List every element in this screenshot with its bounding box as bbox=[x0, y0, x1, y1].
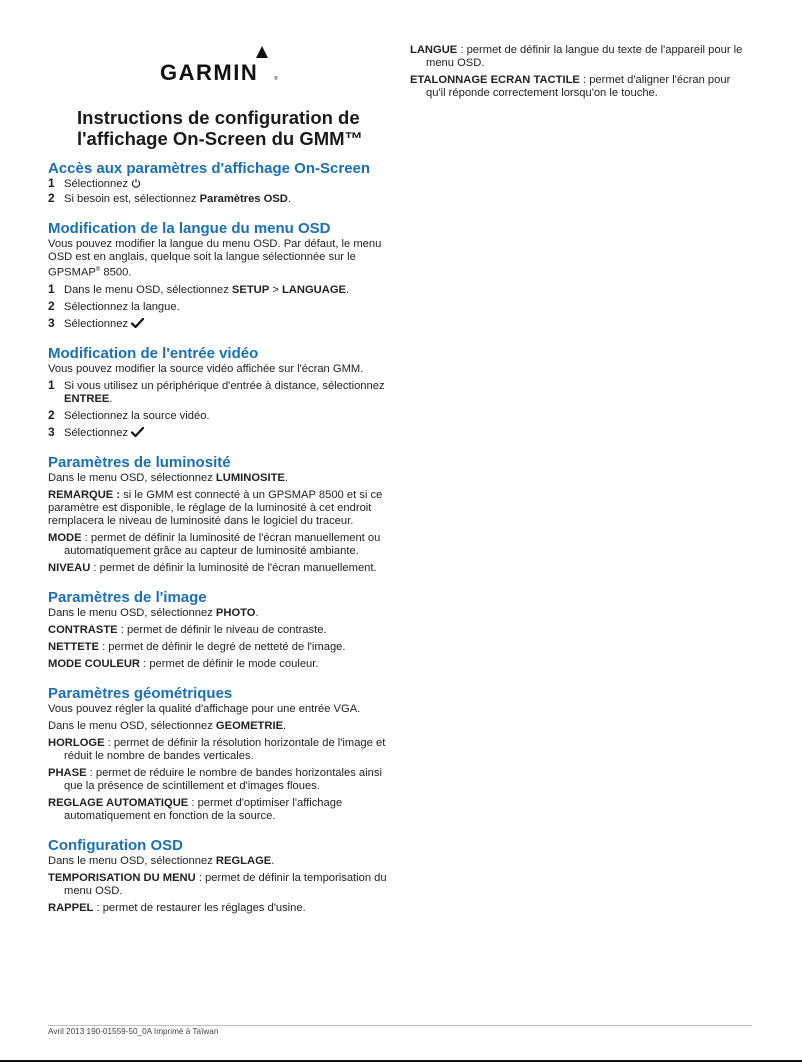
section-heading: Paramètres de l'image bbox=[48, 588, 207, 606]
note-label: REMARQUE : bbox=[48, 488, 121, 501]
step-number: 1 bbox=[48, 281, 55, 296]
section-heading: Paramètres géométriques bbox=[48, 684, 233, 702]
definition-rappel bbox=[48, 902, 392, 915]
section-intro bbox=[48, 855, 392, 868]
intro-bold: GEOMETRIE bbox=[215, 719, 284, 732]
definition-term: NIVEAU bbox=[48, 561, 91, 574]
power-icon bbox=[131, 178, 141, 188]
logo-text: GARMIN bbox=[160, 60, 259, 85]
section-video bbox=[48, 345, 392, 440]
definition-mode-couleur bbox=[48, 658, 392, 671]
intro-text-end: 8500. bbox=[100, 266, 132, 279]
definition-text: : permet d'aligner l'écran pour qu'il réponde correctement lorsqu'on le touche. bbox=[426, 74, 731, 99]
step-number: 2 bbox=[48, 191, 55, 205]
logo-registered-mark: ® bbox=[274, 76, 278, 82]
document-title: Instructions de configuration de l'affichage On-Screen du GMM™ bbox=[77, 107, 364, 149]
definition-reglage-auto bbox=[48, 797, 392, 823]
intro-text-end: . bbox=[283, 719, 287, 732]
step-bold: LANGUAGE bbox=[281, 283, 346, 296]
step-number: 2 bbox=[48, 407, 55, 422]
logo-triangle-icon bbox=[256, 46, 268, 58]
step-text: Sélectionnez bbox=[64, 178, 129, 190]
step-separator: > bbox=[269, 283, 282, 296]
definition-langue bbox=[410, 44, 750, 70]
section-acces bbox=[48, 160, 392, 206]
definition-niveau bbox=[48, 562, 392, 575]
registered-mark: ® bbox=[95, 267, 101, 273]
section-heading: Configuration OSD bbox=[48, 836, 183, 854]
definition-etalonnage bbox=[410, 74, 750, 100]
definition-phase bbox=[48, 767, 392, 793]
footer-divider bbox=[48, 1025, 752, 1026]
section-luminosite bbox=[48, 454, 392, 575]
step-text: Sélectionnez la langue. bbox=[64, 300, 180, 313]
definition-text: : permet de définir la luminosité de l'écran manuellement. bbox=[90, 561, 377, 574]
step-3 bbox=[48, 315, 392, 331]
intro-text: Vous pouvez modifier la langue du menu OSD. Par défaut, le menu OSD est en anglais, quelque soit la langue sélectionnée sur le GPSMAP bbox=[48, 238, 382, 279]
note-text: si le GMM est connecté à un GPSMAP 8500 et si ce paramètre est disponible, le réglage de la luminosité à cet endroit remplacera le niveau de luminosité dans le logiciel du traceur. bbox=[48, 488, 383, 527]
step-text-end: . bbox=[287, 193, 291, 205]
step-1 bbox=[48, 377, 392, 406]
definition-text: : permet de définir la luminosité de l'écran manuellement ou automatiquement grâce au capteur de luminosité ambiante. bbox=[64, 531, 381, 557]
step-text: Dans le menu OSD, sélectionnez bbox=[64, 283, 232, 296]
section-geometrie bbox=[48, 685, 392, 823]
definition-temporisation bbox=[48, 872, 392, 898]
intro-bold: PHOTO bbox=[215, 606, 256, 619]
step-bold: Paramètres OSD bbox=[199, 193, 288, 205]
definition-text: : permet de définir la temporisation du menu OSD. bbox=[64, 871, 387, 897]
definition-horloge bbox=[48, 737, 392, 763]
step-number: 1 bbox=[48, 176, 55, 190]
definition-text: : permet de définir le degré de netteté de l'image. bbox=[98, 640, 346, 653]
left-column bbox=[48, 160, 392, 919]
definition-term: MODE COULEUR bbox=[48, 657, 140, 670]
step-number: 3 bbox=[48, 424, 55, 439]
definition-term: NETTETE bbox=[48, 640, 99, 653]
intro-text-end: . bbox=[255, 606, 259, 619]
section-heading: Modification de l'entrée vidéo bbox=[48, 344, 259, 362]
step-2 bbox=[48, 193, 392, 206]
definition-text: : permet de définir la résolution horizontale de l'image et réduit le nombre de bandes verticales. bbox=[64, 736, 386, 762]
step-number: 2 bbox=[48, 298, 55, 313]
definition-mode bbox=[48, 532, 392, 558]
definition-text: : permet de restaurer les réglages d'usine. bbox=[93, 901, 306, 914]
step-1 bbox=[48, 178, 392, 191]
footer-text: Avril 2013 190-01559-50_0A Imprimé à Taïwan bbox=[48, 1027, 219, 1036]
step-1 bbox=[48, 281, 392, 297]
step-number: 3 bbox=[48, 315, 55, 330]
section-menu-path bbox=[48, 720, 392, 733]
definition-term: REGLAGE AUTOMATIQUE bbox=[48, 796, 189, 809]
step-text-end: . bbox=[346, 283, 350, 296]
step-2 bbox=[48, 298, 392, 314]
definition-contraste bbox=[48, 624, 392, 637]
intro-text: Dans le menu OSD, sélectionnez bbox=[48, 854, 216, 867]
definition-nettete bbox=[48, 641, 392, 654]
definition-text: : permet de réduire le nombre de bandes horizontales ainsi que la présence de scintillement et d'images floues. bbox=[64, 766, 382, 792]
definition-term: RAPPEL bbox=[48, 901, 94, 914]
step-bold: SETUP bbox=[231, 283, 270, 296]
definition-term: HORLOGE bbox=[48, 736, 105, 749]
intro-text-end: . bbox=[271, 854, 275, 867]
intro-text: Dans le menu OSD, sélectionnez bbox=[48, 606, 216, 619]
definition-term: ETALONNAGE ECRAN TACTILE bbox=[410, 74, 580, 86]
intro-text-end: . bbox=[284, 471, 289, 484]
section-langue bbox=[48, 220, 392, 331]
right-column bbox=[410, 44, 750, 104]
section-intro bbox=[48, 472, 392, 485]
section-intro bbox=[48, 607, 392, 620]
step-number: 1 bbox=[48, 377, 55, 392]
definition-term: TEMPORISATION DU MENU bbox=[48, 871, 196, 884]
intro-text: Dans le menu OSD, sélectionnez bbox=[48, 471, 216, 484]
section-heading: Accès aux paramètres d'affichage On-Screen bbox=[48, 160, 371, 177]
definition-term: CONTRASTE bbox=[48, 623, 118, 636]
intro-text: Dans le menu OSD, sélectionnez bbox=[48, 719, 216, 732]
section-image bbox=[48, 589, 392, 671]
garmin-logo bbox=[160, 46, 280, 86]
definition-term: MODE bbox=[48, 531, 82, 544]
step-2 bbox=[48, 407, 392, 423]
section-intro bbox=[48, 238, 392, 280]
step-3 bbox=[48, 424, 392, 440]
intro-bold: REGLAGE bbox=[215, 854, 272, 867]
step-bold: ENTREE bbox=[64, 392, 110, 405]
step-text: Sélectionnez bbox=[64, 317, 129, 330]
definition-term: PHASE bbox=[48, 766, 87, 779]
section-intro: Vous pouvez modifier la source vidéo affichée sur l'écran GMM. bbox=[48, 362, 364, 375]
definition-term: LANGUE bbox=[410, 44, 458, 56]
definition-text: : permet de définir le niveau de contraste. bbox=[117, 623, 327, 636]
step-text: Si vous utilisez un périphérique d'entrée à distance, sélectionnez bbox=[64, 379, 385, 392]
definition-text: : permet de définir la langue du texte de l'appareil pour le menu OSD. bbox=[426, 44, 743, 69]
checkmark-icon bbox=[131, 427, 144, 437]
section-intro: Vous pouvez régler la qualité d'affichage pour une entrée VGA. bbox=[48, 702, 361, 715]
step-text: Si besoin est, sélectionnez bbox=[64, 193, 200, 205]
step-text-end: . bbox=[109, 392, 113, 405]
step-text: Sélectionnez bbox=[64, 426, 129, 439]
intro-bold: LUMINOSITE bbox=[215, 471, 285, 484]
section-heading: Paramètres de luminosité bbox=[48, 453, 231, 471]
definition-text: : permet de définir le mode couleur. bbox=[140, 657, 319, 670]
section-config bbox=[48, 837, 392, 915]
step-text: Sélectionnez la source vidéo. bbox=[64, 409, 210, 422]
note bbox=[48, 489, 392, 528]
section-heading: Modification de la langue du menu OSD bbox=[48, 220, 331, 237]
definition-text: : permet d'optimiser l'affichage automatiquement en fonction de la source. bbox=[64, 796, 343, 822]
checkmark-icon bbox=[131, 318, 144, 328]
